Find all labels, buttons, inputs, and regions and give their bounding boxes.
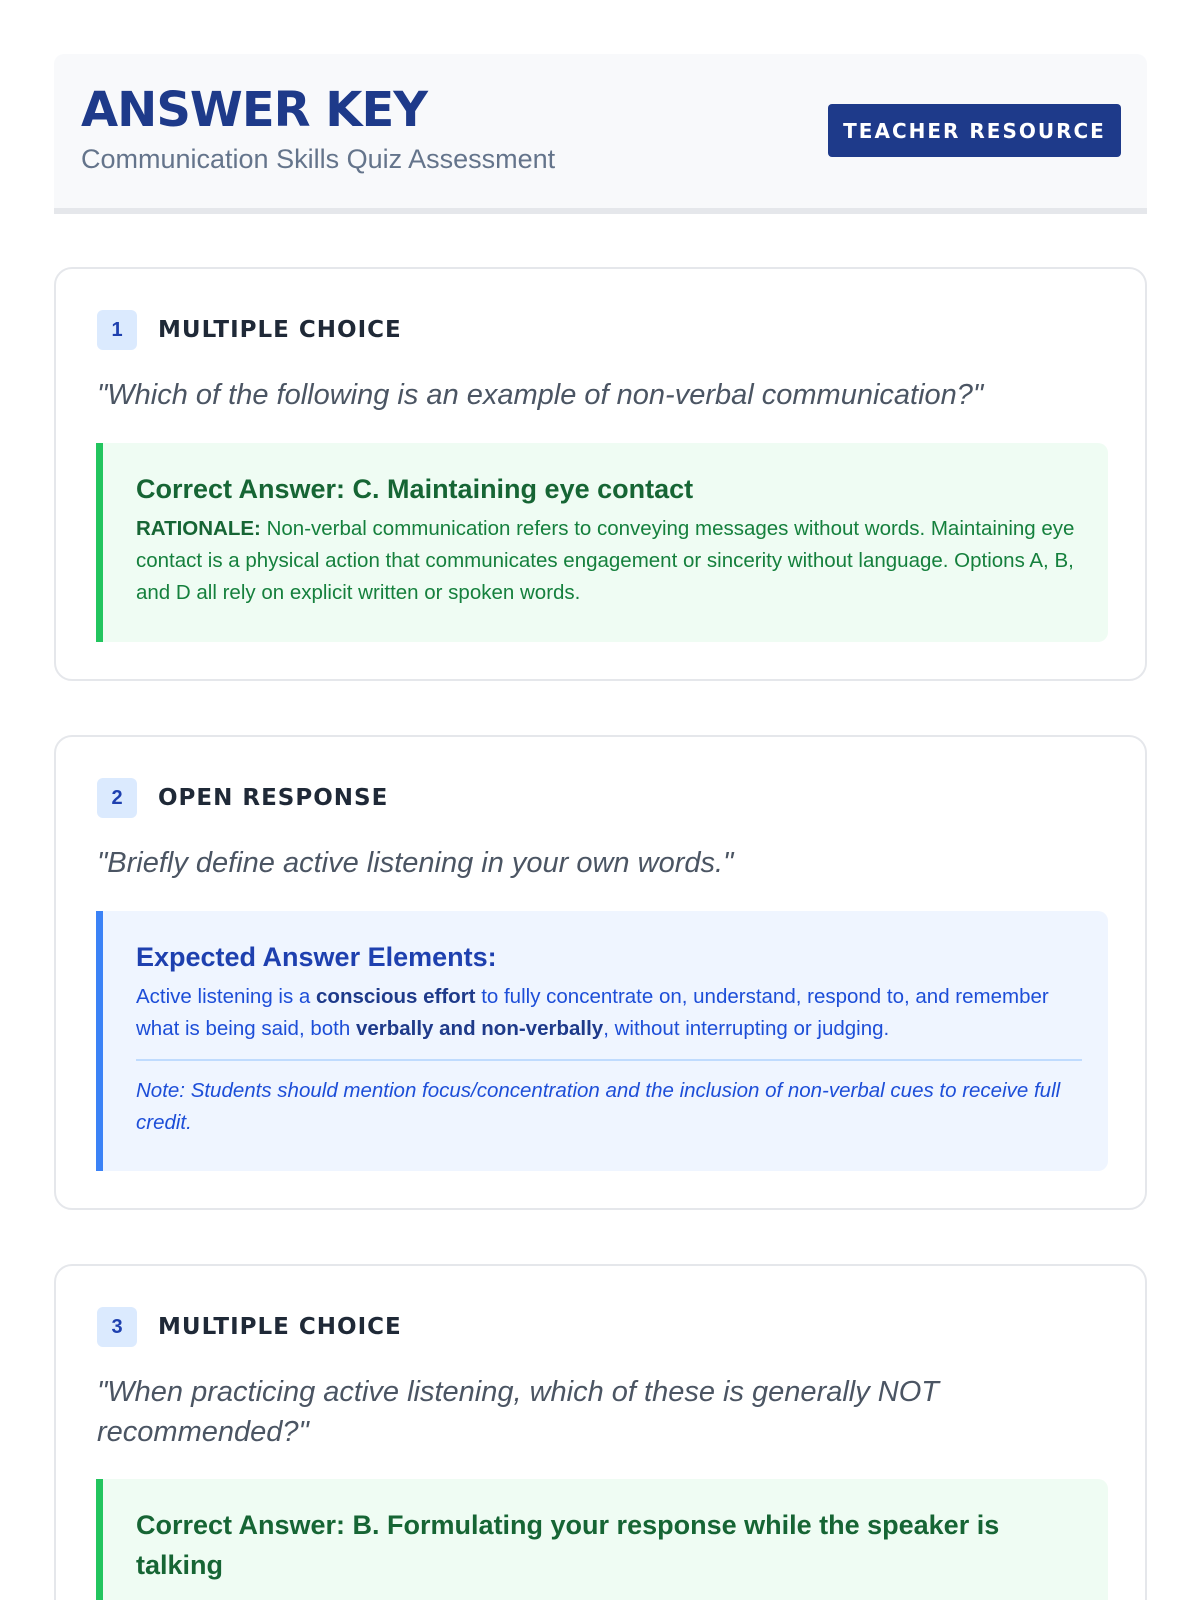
question-type: MULTIPLE CHOICE bbox=[158, 1314, 402, 1340]
teacher-resource-badge: TEACHER RESOURCE bbox=[828, 104, 1121, 157]
question-header bbox=[97, 1307, 402, 1347]
question-header bbox=[97, 310, 402, 350]
question-number-badge: 1 bbox=[97, 310, 137, 350]
correct-answer-box bbox=[96, 1479, 1108, 1600]
correct-answer-title: Correct Answer: C. Maintaining eye contact bbox=[136, 474, 694, 504]
rationale-label: RATIONALE: bbox=[136, 517, 261, 540]
page-subtitle: Communication Skills Quiz Assessment bbox=[81, 144, 556, 174]
question-text: "Briefly define active listening in your own words." bbox=[97, 847, 734, 879]
question-type: MULTIPLE CHOICE bbox=[158, 317, 402, 343]
question-number-badge: 3 bbox=[97, 1307, 137, 1347]
expected-answer-box bbox=[96, 911, 1108, 1171]
page-title: ANSWER KEY bbox=[81, 82, 428, 138]
rationale-text bbox=[136, 513, 1082, 609]
expected-answer-text bbox=[136, 981, 1082, 1045]
answer-text-part: to fully concentrate on, understand, respond to, and remember what is being said, both bbox=[136, 985, 1049, 1040]
rationale-body: Non-verbal communication refers to conveying messages without words. Maintaining eye contact is a physical action that communicates engagement or sincerity without language. Options A, B, and D all rely on explicit written or spoken words. bbox=[136, 517, 1075, 604]
grading-note: Note: Students should mention focus/concentration and the inclusion of non-verbal cues to receive full credit. bbox=[136, 1079, 1061, 1134]
question-card-3 bbox=[54, 1264, 1147, 1600]
correct-answer-title: Correct Answer: B. Formulating your response while the speaker is talking bbox=[136, 1510, 1000, 1580]
answer-text-part: Active listening is a bbox=[136, 985, 317, 1008]
question-text: "When practicing active listening, which of these is generally NOT recommended?" bbox=[97, 1376, 940, 1448]
question-text: "Which of the following is an example of non-verbal communication?" bbox=[97, 379, 984, 411]
question-type: OPEN RESPONSE bbox=[158, 785, 389, 811]
answer-text-emphasis: verbally and non-verbally bbox=[355, 1017, 604, 1040]
note-divider bbox=[136, 1059, 1082, 1061]
question-card-1 bbox=[54, 267, 1147, 681]
question-card-2 bbox=[54, 735, 1147, 1210]
expected-answer-title: Expected Answer Elements: bbox=[136, 942, 497, 972]
header bbox=[54, 54, 1147, 214]
correct-answer-box bbox=[96, 443, 1108, 642]
question-header bbox=[97, 778, 388, 818]
answer-text-emphasis: conscious effort bbox=[316, 985, 476, 1008]
question-number-badge: 2 bbox=[97, 778, 137, 818]
answer-text-part: , without interrupting or judging. bbox=[603, 1017, 890, 1040]
